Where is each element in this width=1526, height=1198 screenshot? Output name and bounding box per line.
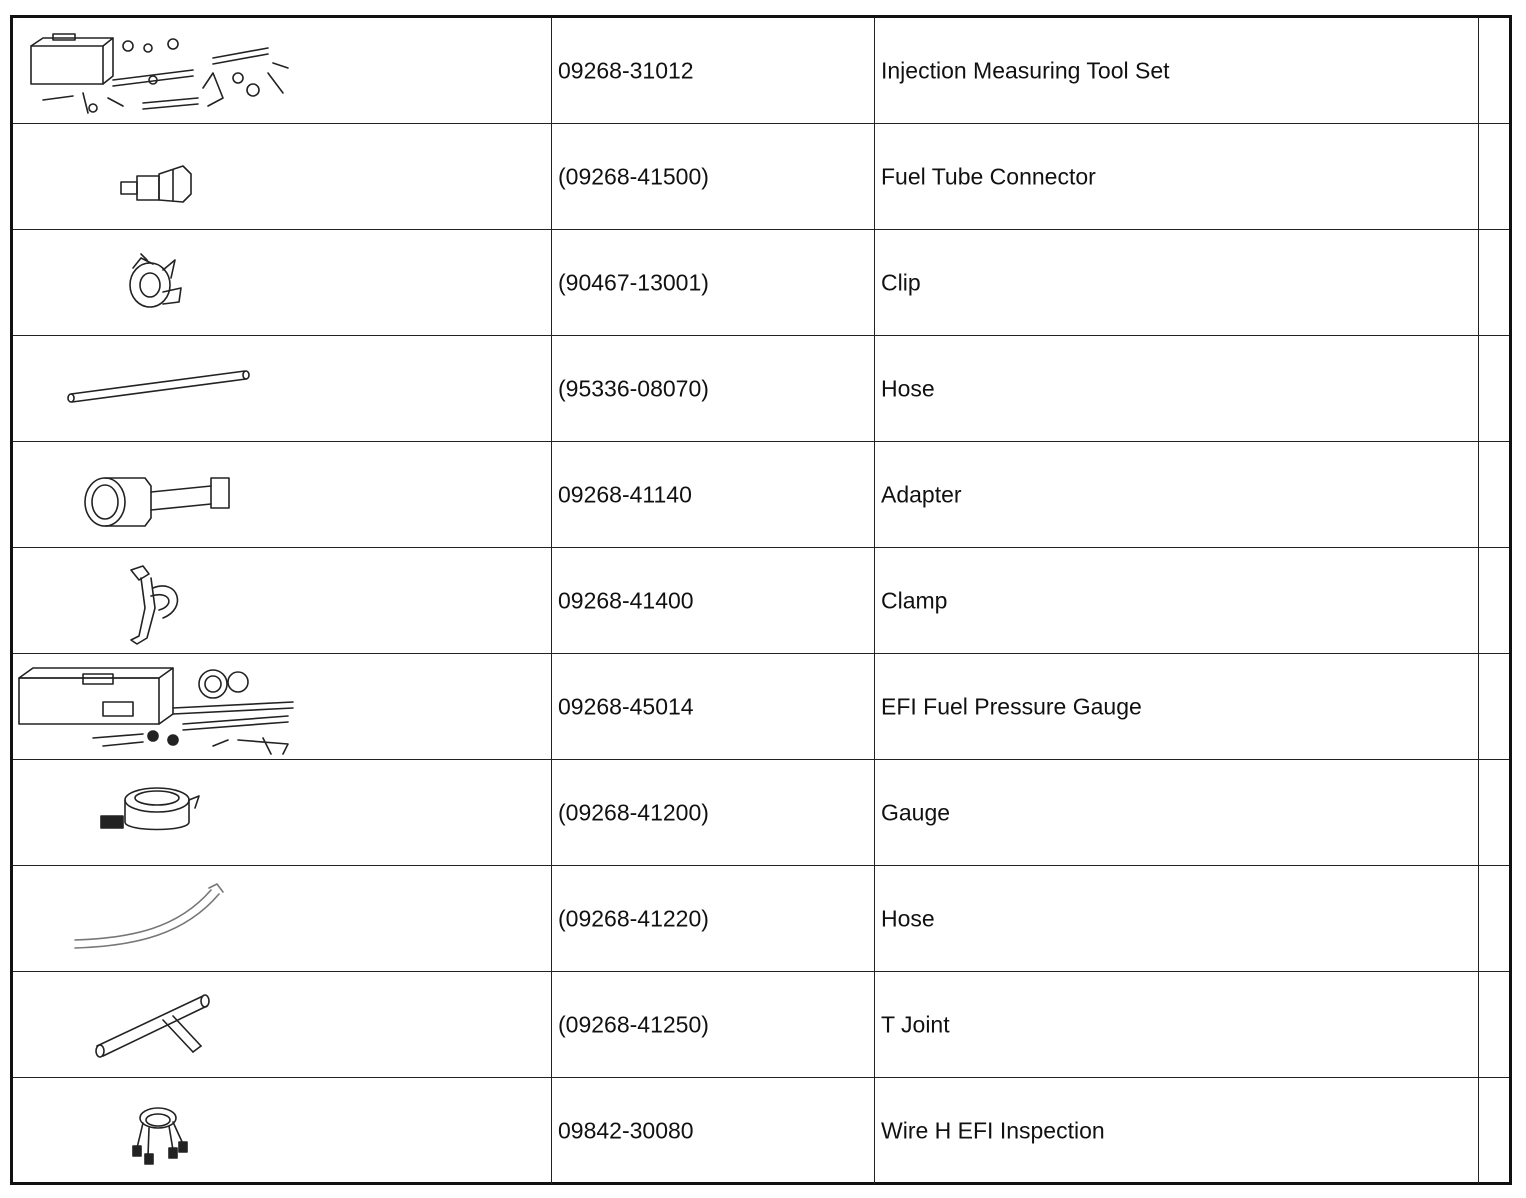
table-row: [13, 230, 1509, 336]
part-name: Hose: [881, 905, 935, 931]
note-cell: [1479, 124, 1509, 229]
part-number: 09268-45014: [558, 693, 694, 719]
fuel-pressure-gauge-set-icon: [13, 654, 552, 759]
note-cell: [1479, 866, 1509, 971]
part-name: Fuel Tube Connector: [881, 163, 1096, 189]
part-name: Hose: [881, 375, 935, 401]
illustration-cell: [13, 972, 552, 1077]
illustration-cell: [13, 548, 552, 653]
illustration-cell: [13, 760, 552, 865]
note-cell: [1479, 1078, 1509, 1184]
clip-icon: [13, 230, 552, 335]
table-row: [13, 442, 1509, 548]
table-row: [13, 654, 1509, 760]
part-number: 09268-41400: [558, 587, 694, 613]
illustration-cell: [13, 18, 552, 123]
table-row: [13, 866, 1509, 972]
part-name: Gauge: [881, 799, 951, 825]
illustration-cell: [13, 442, 552, 547]
part-number: 09268-31012: [558, 57, 694, 83]
t-joint-icon: [13, 972, 552, 1077]
table-row: [13, 1078, 1509, 1184]
part-number: (09268-41200): [558, 799, 709, 825]
illustration-cell: [13, 336, 552, 441]
part-number: (09268-41500): [558, 163, 709, 189]
fuel-tube-connector-icon: [13, 124, 552, 229]
table-row: [13, 972, 1509, 1078]
part-number: (90467-13001): [558, 269, 709, 295]
part-number: (95336-08070): [558, 375, 709, 401]
part-number: 09268-41140: [558, 481, 692, 507]
note-cell: [1479, 230, 1509, 335]
part-number: (09268-41250): [558, 1011, 709, 1037]
part-name: EFI Fuel Pressure Gauge: [881, 693, 1142, 719]
curved-hose-icon: [13, 866, 552, 971]
table-row: [13, 336, 1509, 442]
wire-harness-icon: [13, 1078, 552, 1183]
note-cell: [1479, 760, 1509, 865]
note-cell: [1479, 972, 1509, 1077]
tool-table: [10, 15, 1512, 1185]
illustration-cell: [13, 230, 552, 335]
illustration-cell: [13, 1078, 552, 1184]
part-name: T Joint: [881, 1011, 950, 1037]
illustration-cell: [13, 654, 552, 759]
note-cell: [1479, 442, 1509, 547]
table-row: [13, 18, 1509, 124]
note-cell: [1479, 18, 1509, 123]
injection-tool-set-icon: [13, 18, 552, 123]
illustration-cell: [13, 124, 552, 229]
note-cell: [1479, 654, 1509, 759]
part-name: Clip: [881, 269, 921, 295]
clamp-icon: [13, 548, 552, 653]
hose-icon: [13, 336, 552, 441]
part-name: Clamp: [881, 587, 948, 613]
note-cell: [1479, 548, 1509, 653]
table-row: [13, 548, 1509, 654]
illustration-cell: [13, 866, 552, 971]
gauge-icon: [13, 760, 552, 865]
note-cell: [1479, 336, 1509, 441]
part-number: (09268-41220): [558, 905, 709, 931]
part-name: Injection Measuring Tool Set: [881, 57, 1170, 83]
adapter-icon: [13, 442, 552, 547]
part-name: Wire H EFI Inspection: [881, 1117, 1105, 1144]
part-name: Adapter: [881, 481, 962, 507]
part-number: 09842-30080: [558, 1117, 694, 1144]
table-row: [13, 760, 1509, 866]
table-row: [13, 124, 1509, 230]
